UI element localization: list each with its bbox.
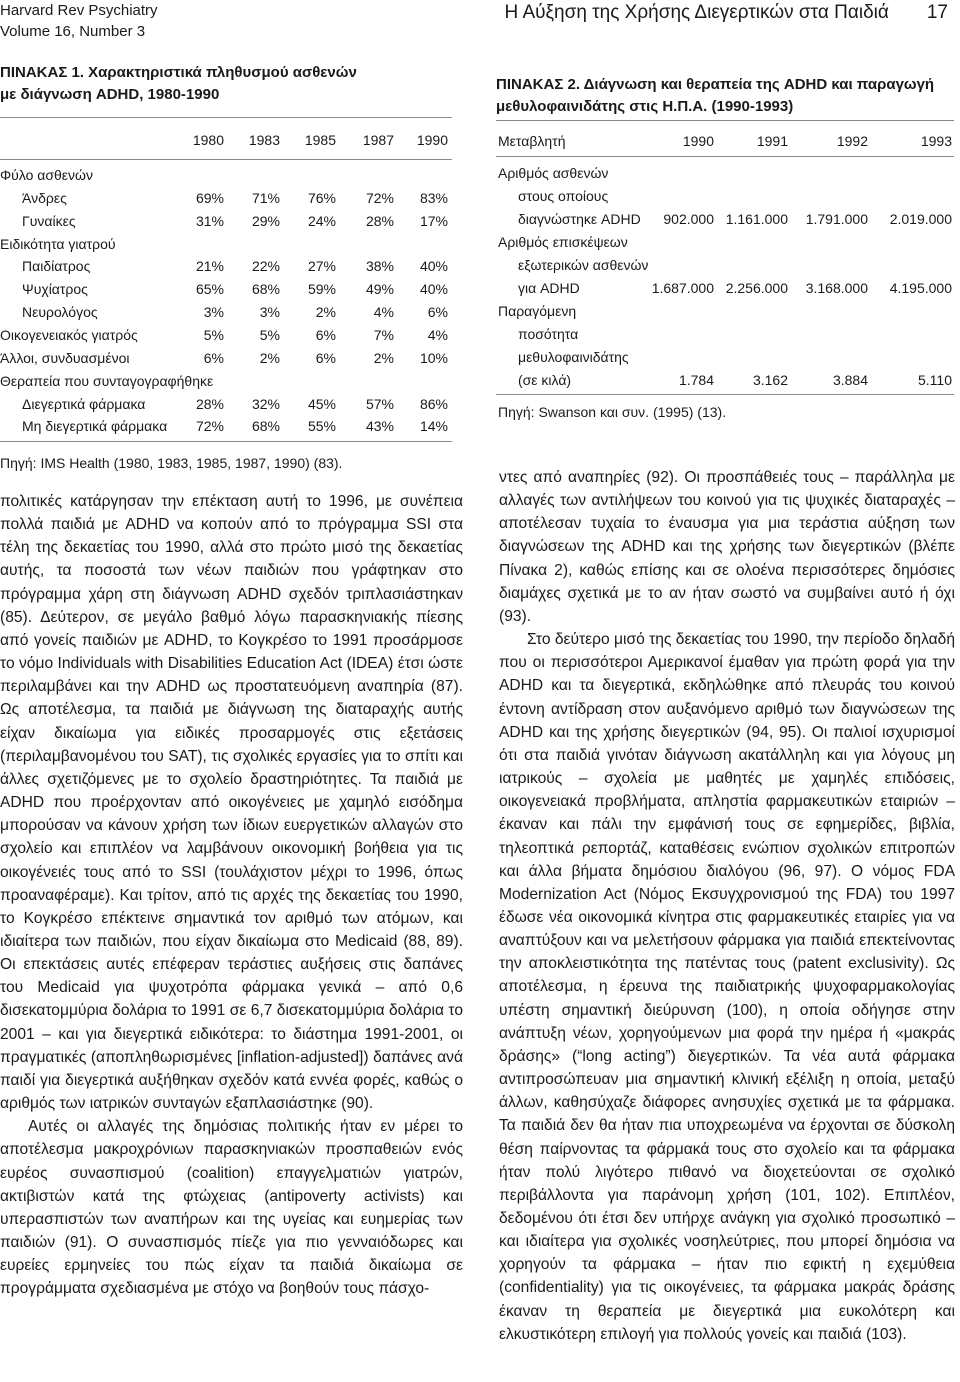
table-cell: 40% xyxy=(419,258,448,275)
table-2-year-header: 1990 xyxy=(682,133,714,149)
table-cell: 71% xyxy=(251,189,280,206)
table-cell: 43% xyxy=(365,418,394,435)
table-cell: 55% xyxy=(307,418,336,435)
table-1-year-header: 1985 xyxy=(304,132,336,148)
paragraph: Αυτές οι αλλαγές της δημόσιας πολιτικής ήταν εν μέρει το αποτέλεσμα μακροχρόνιων παρασκηνιακών προσπαθειών ενός ευρέος συνασπισμού (coalition) επαγγελματιών γιατρών, ακτιβιστών κατά της φτώχειας (antipoverty activists) και υπερασπιστών των αναπήρων και της υγείας και ευημερίας των παιδιών (91). Ο συνασπισμός πίεζε για πιο γενναιόδωρες και ευρείες ερμηνείες του πώς είχαν τα παιδιά δικαίωμα σε προγράμματα σχεδιασμένα με στόχο να βοηθούν τους πάσχο- xyxy=(0,1118,463,1298)
table-row xyxy=(0,255,452,277)
row-label: Φύλο ασθενών xyxy=(0,167,93,183)
table-cell: 49% xyxy=(365,281,394,298)
table-row xyxy=(0,210,452,232)
table-cell: 68% xyxy=(251,281,280,298)
table-cell: 28% xyxy=(195,395,224,412)
table-row xyxy=(0,393,452,415)
table-cell: 45% xyxy=(307,395,336,412)
row-label: Παιδίατρος xyxy=(22,258,91,275)
row-label: στους οποίους xyxy=(518,188,609,204)
table-row xyxy=(496,254,954,276)
body-left-column xyxy=(0,490,463,1300)
table-row xyxy=(0,370,452,392)
table-cell: 83% xyxy=(419,189,448,206)
table-row xyxy=(496,162,954,184)
table-cell: 28% xyxy=(365,212,394,229)
row-label: Νευρολόγος xyxy=(22,304,98,321)
table-2-header-rule xyxy=(496,156,954,157)
row-label: Διεγερτικά φάρμακα xyxy=(22,395,146,412)
table-cell: 3% xyxy=(259,304,280,321)
row-label: Οικογενειακός γιατρός xyxy=(0,326,138,343)
row-label: Άνδρες xyxy=(22,189,67,206)
table-row xyxy=(496,300,954,322)
row-label: ποσότητα xyxy=(518,326,579,342)
table-2-variable-header: Μεταβλητή xyxy=(498,133,566,149)
row-label: Θεραπεία που συνταγογραφήθηκε xyxy=(0,372,214,389)
table-cell: 22% xyxy=(251,258,280,275)
table-row xyxy=(496,323,954,345)
table-cell: 3.168.000 xyxy=(805,280,868,296)
table-cell: 59% xyxy=(307,281,336,298)
table-cell: 7% xyxy=(373,326,394,343)
table-cell: 86% xyxy=(419,395,448,412)
table-cell: 10% xyxy=(419,349,448,366)
table-2-caption-line-1: ΠΙΝΑΚΑΣ 2. Διάγνωση και θεραπεία της ADHD και παραγωγή xyxy=(496,76,935,93)
table-cell: 24% xyxy=(307,212,336,229)
table-cell: 6% xyxy=(315,349,336,366)
row-label: εξωτερικών ασθενών xyxy=(518,257,649,273)
table-cell: 3.162 xyxy=(752,372,788,388)
table-1 xyxy=(0,62,452,472)
table-cell: 6% xyxy=(315,326,336,343)
table-cell: 2% xyxy=(315,304,336,321)
table-1-top-rule xyxy=(0,117,452,118)
table-1-header-rule xyxy=(0,159,452,160)
table-1-bottom-rule xyxy=(0,441,452,442)
table-row xyxy=(496,231,954,253)
table-cell: 69% xyxy=(195,189,224,206)
table-cell: 29% xyxy=(251,212,280,229)
table-cell: 27% xyxy=(307,258,336,275)
table-cell: 1.784 xyxy=(678,372,714,388)
table-cell: 6% xyxy=(203,349,224,366)
table-row xyxy=(496,346,954,368)
page-number: 17 xyxy=(926,2,948,23)
table-cell: 14% xyxy=(419,418,448,435)
paragraph: Στο δεύτερο μισό της δεκαετίας του 1990, την περίοδο δηλαδή που οι περισσότεροι Αμερικανοί έμαθαν για πρώτη φορά για την ADHD και τα διεγερτικά, εκδηλώθηκε από πλευράς του κοινού έντονη αντίδραση στον αυξανόμενο αριθμό των διαγνώσεων της ADHD και της χρήσης διεγερτικών (94, 95). Οι παλιοί ισχυρισμοί ότι στα παιδιά γινόταν διάγνωση ακατάλληλη και για λόγους μη ιατρικούς – σχολεία με μαθητές με χαμηλές επιδόσεις, οικογενειακά προβλήματα, απληστία φαρμακευτικών εταιριών – έκαναν και πάλι την εμφάνισή τους σε εφημερίδες, βιβλία, τηλεοπτικά ρεπορτάζ, καταθέσεις ενώπιον σχολικών επιτροπών και άλλα βήματα δημόσιου διαλόγου (96, 97). Ο νόμος FDA Modernization Act (Νόμος Εκσυγχρονισμού της FDA) του 1997 έδωσε νέα οικονομικά κίνητρα στις φαρμακευτικές εταιρίες για να αναπτύξουν και να μελετήσουν φάρμακα για παιδιά επεκτείνοντας την αποκλειστικότητα της πατέντας τους (patent exclusivity). Ως αποτέλεσμα, η έρευνα της παιδιατρικής ψυχοφαρμακολογίας υπέστη σημαντική διεύρυνση (100), η οποία οδήγησε στην ανάπτυξη νέων, χορηγούμενων μια φορά την ημέρα ή «μακράς δράσης» (“long acting”) διεγερτικών. Τα νέα αυτά φάρμακα αντιπροσώπευαν μια σημαντική κλινική εξέλιξη η οποία, μεταξύ άλλων, καθησύχαζε διάφορες ανησυχίες σχετικά με τα φάρμακα. Τα παιδιά δεν θα ήταν πια υποχρεωμένα να έρχονται σε δύσκολη θέση παίρνοντας τα φάρμακά τους στο σχολείο και τα φάρμακα ήταν πολύ λιγότερο πιθανό να διοχετεύονται σε σχολικό περιβάλλοντα για παράνομη χρήση (101, 102). Επιπλέον, δεδομένου ότι έτσι δεν υπήρχε ανάγκη για σχολικό προσωπικό – και ιδιαίτερα για σχολικές νοσηλεύτριες, που μπορεί δημόσια να χορηγούν τα φάρμακα – ήταν πιο εφικτή η εχεμύθεια (confidentiality) για τις οικογένειες, τα φάρμακα μακράς δράσης έκαναν τη θεραπεία με διεγερτικά μια ευκολότερη και ελκυστικότερη επιλογή για πολλούς γονείς και παιδιά (103). xyxy=(499,631,955,1343)
row-label: Μη διεγερτικά φάρμακα xyxy=(22,418,168,435)
table-cell: 4% xyxy=(373,304,394,321)
table-cell: 21% xyxy=(195,258,224,275)
table-row xyxy=(0,164,452,186)
table-cell: 65% xyxy=(195,281,224,298)
table-cell: 3% xyxy=(203,304,224,321)
table-row xyxy=(0,324,452,346)
row-label: Παραγόμενη xyxy=(498,303,577,319)
table-row xyxy=(0,301,452,323)
row-label: (σε κιλά) xyxy=(518,372,572,388)
row-label: για ADHD xyxy=(518,280,580,296)
table-cell: 4.195.000 xyxy=(889,280,952,296)
table-cell: 6% xyxy=(427,304,448,321)
table-row xyxy=(496,208,954,230)
table-cell: 5% xyxy=(259,326,280,343)
table-row xyxy=(496,277,954,299)
table-2-header-row xyxy=(496,130,954,152)
row-label: Αριθμός ασθενών xyxy=(498,165,609,181)
table-cell: 5% xyxy=(203,326,224,343)
row-label: Ειδικότητα γιατρού xyxy=(0,235,116,252)
table-cell: 2.019.000 xyxy=(889,211,952,227)
table-1-header-row xyxy=(0,129,452,151)
table-cell: 31% xyxy=(195,212,224,229)
row-label: Άλλοι, συνδυασμένοι xyxy=(0,349,130,366)
table-row xyxy=(0,233,452,255)
row-label: διαγνώστηκε ADHD xyxy=(518,211,641,227)
journal-info xyxy=(0,0,158,42)
table-1-caption-line-2: με διάγνωση ADHD, 1980-1990 xyxy=(0,86,220,103)
table-2-year-header: 1993 xyxy=(920,133,952,149)
table-row xyxy=(496,185,954,207)
table-cell: 76% xyxy=(307,189,336,206)
table-row xyxy=(0,415,452,437)
table-cell: 17% xyxy=(419,212,448,229)
table-2-caption-line-2: μεθυλοφαινιδάτης στις Η.Π.Α. (1990-1993) xyxy=(496,98,794,115)
row-label: Αριθμός επισκέψεων xyxy=(498,234,628,250)
table-cell: 902.000 xyxy=(663,211,714,227)
table-1-caption-line-1: ΠΙΝΑΚΑΣ 1. Χαρακτηριστικά πληθυσμού ασθενών xyxy=(0,64,357,81)
table-row xyxy=(0,278,452,300)
table-1-year-header: 1990 xyxy=(416,132,448,148)
running-title: Η Αύξηση της Χρήσης Διεγερτικών στα Παιδιά xyxy=(504,2,889,23)
table-2-source: Πηγή: Swanson και συν. (1995) (13). xyxy=(498,404,727,420)
table-cell: 72% xyxy=(195,418,224,435)
table-2-bottom-rule xyxy=(496,394,954,395)
table-1-caption xyxy=(0,62,452,106)
table-2-year-header: 1992 xyxy=(836,133,868,149)
row-label: μεθυλοφαινιδάτης xyxy=(518,349,629,365)
table-1-source: Πηγή: IMS Health (1980, 1983, 1985, 1987, 1990) (83). xyxy=(0,455,343,471)
running-header xyxy=(505,2,948,24)
table-1-year-header: 1983 xyxy=(248,132,280,148)
table-cell: 1.161.000 xyxy=(725,211,788,227)
table-row xyxy=(496,369,954,391)
paragraph: πολιτικές κατάργησαν την επέκταση αυτή το 1996, με συνέπεια πολλά παιδιά με ADHD να κοπούν από το πρόγραμμα SSI στα τέλη της δεκαετίας του 1990, αλλά στο πρώτο μισό της δεκαετίας αυτής, τα ποσοστά των νέων παιδιών που γράφτηκαν στο πρόγραμμα χάρη στη διάγνωση ADHD σχεδόν τριπλασιάστηκαν (85). Δεύτερον, σε μεγάλο βαθμό λόγω παρασκηνιακής πίεσης από γονείς παιδιών με ADHD, το Κογκρέσο το 1991 προσάρμοσε το νόμο Individuals with Disabilities Education Act (IDEA) έτσι ώστε περιλαμβάνει και την ADHD ως προστατευόμενη αναπηρία (87). Ως αποτέλεσμα, τα παιδιά με διάγνωση της διαταραχής αυτής είχαν δικαίωμα για ειδικές προσαρμογές στις εξετάσεις (περιλαμβανομένου του SAT), τις σχολικές εργασίες για το σπίτι και άλλες σχετιζόμενες με το σχολείο δραστηριότητες. Τα παιδιά με ADHD που προέρχονταν από οικογένειες με χαμηλό εισόδημα μπορούσαν να κάνουν χρήση των ίδιων ευεργετικών αλλαγών στο σχολείο και επιπλέον να λαμβάνουν οικονομική βοήθεια για τις οικογένειές τους από το SSI (τουλάχιστον μέχρι το 1996, όπως προαναφέραμε). Και τρίτον, από τις αρχές της δεκαετίας του 1990, το Κογκρέσο επέκτεινε σημαντικά τον αριθμό των ατόμων, και ιδιαίτερα των παιδιών, που είχαν δικαίωμα στο Medicaid (88, 89). Οι επεκτάσεις αυτές επέφεραν τεράστιες αυξήσεις στις δαπάνες του Medicaid για ψυχοτρόπα φάρμακα γενικά – από 0,6 δισεκατομμύρια δολάρια το 1991 σε 6,7 δισεκατομμύρια δολάρια το 2001 – και για διεγερτικά ειδικότερα: το διάστημα 1991-2001, οι πραγματικές (αποπληθωρισμένες [inflation-adjusted]) δαπάνες ανά παιδί για διεγερτικά αυξήθηκαν σχεδόν κατά εννέα φορές, καθώς ο αριθμός των ιατρικών συνταγών εξαπλασιάστηκε (90). xyxy=(0,493,463,1113)
table-cell: 2.256.000 xyxy=(725,280,788,296)
table-2-caption xyxy=(496,74,954,118)
table-cell: 1.791.000 xyxy=(805,211,868,227)
table-2 xyxy=(496,74,954,424)
table-cell: 38% xyxy=(365,258,394,275)
table-row xyxy=(0,187,452,209)
table-cell: 32% xyxy=(251,395,280,412)
row-label: Γυναίκες xyxy=(22,212,76,229)
table-cell: 72% xyxy=(365,189,394,206)
table-2-year-header: 1991 xyxy=(756,133,788,149)
table-cell: 57% xyxy=(365,395,394,412)
table-cell: 5.110 xyxy=(918,372,952,388)
table-1-year-header: 1980 xyxy=(192,132,224,148)
table-cell: 40% xyxy=(419,281,448,298)
table-2-top-rule xyxy=(496,120,954,121)
table-cell: 68% xyxy=(251,418,280,435)
journal-volume: Volume 16, Number 3 xyxy=(0,23,146,40)
paragraph: ντες από αναπηρίες (92). Οι προσπάθειές τους – παράλληλα με αλλαγές των αντιλήψεων του κοινού για τις ψυχικές διαταραχές – αποτέλεσαν τυχαία το έναυσμα για μια τεράστια αύξηση των διαγνώσεων της ADHD και της χρήσης των διεγερτικών (βλέπε Πίνακα 2), καθώς επίσης και σε ολοένα περισσότερες δημόσιες διαμάχες σχετικά με το αν ήταν σωστό να συμβαίνει αυτό ή όχι (93). xyxy=(499,469,955,625)
table-cell: 2% xyxy=(259,349,280,366)
table-cell: 3.884 xyxy=(832,372,868,388)
journal-name: Harvard Rev Psychiatry xyxy=(0,2,158,19)
table-row xyxy=(0,347,452,369)
body-right-column xyxy=(499,466,955,1346)
table-cell: 2% xyxy=(373,349,394,366)
row-label: Ψυχίατρος xyxy=(22,281,88,298)
table-1-year-header: 1987 xyxy=(362,132,394,148)
table-cell: 1.687.000 xyxy=(651,280,714,296)
table-cell: 4% xyxy=(427,326,448,343)
